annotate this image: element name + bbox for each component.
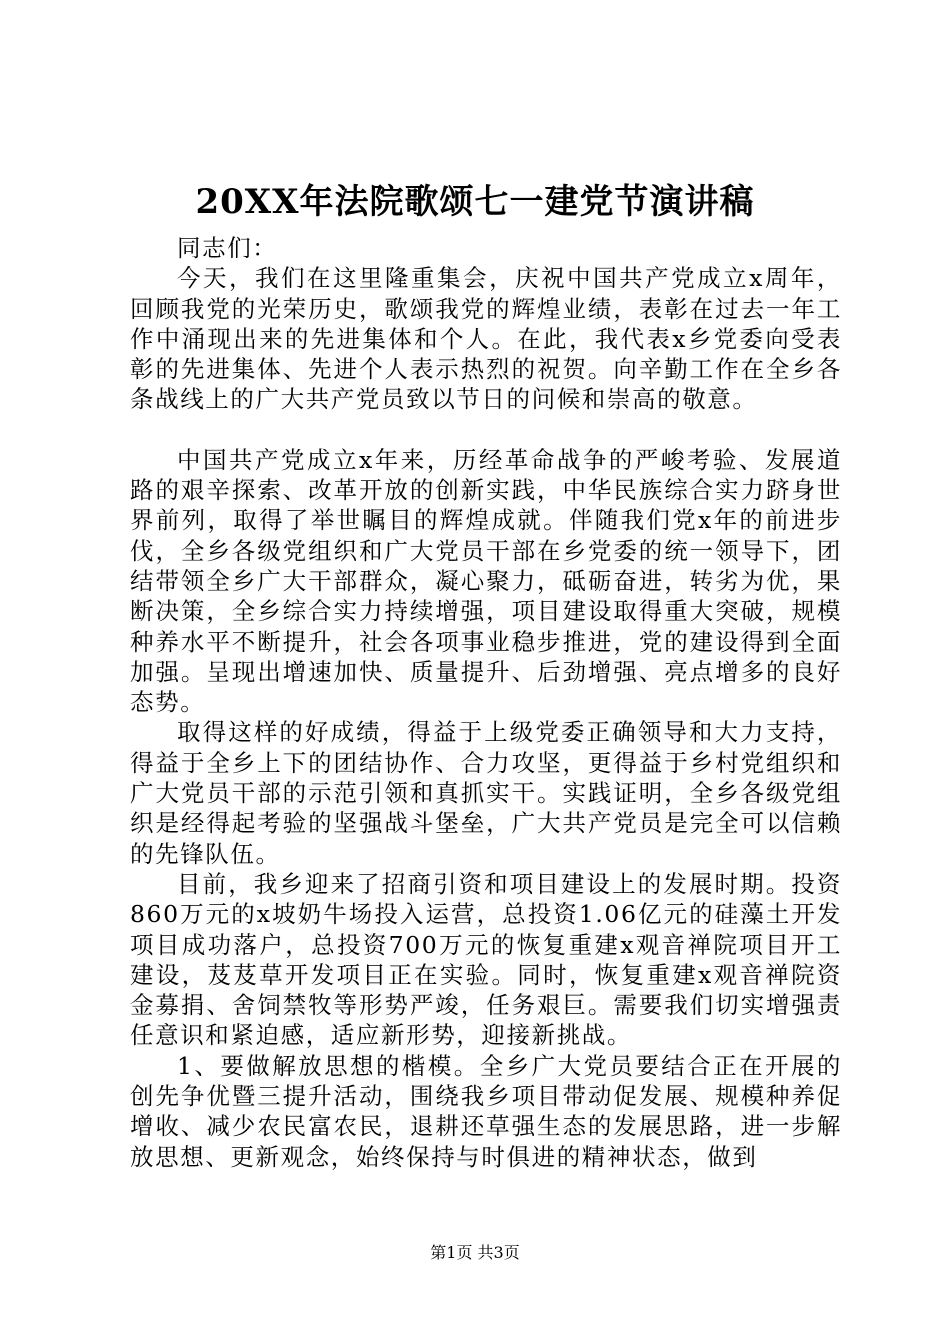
paragraph-4: 目前，我乡迎来了招商引资和项目建设上的发展时期。投资860万元的x坡奶牛场投入运营，总投资1.06亿元的硅藻土开发项目成功落户，总投资700万元的恢复重建x观音禅院项目开工建设，芨芨草开发项目正在实验。同时，恢复重建x观音禅院资金募捐、舍饲禁牧等形势严竣，任务艰巨。需要我们切实增强责任意识和紧迫感，适应新形势，迎接新挑战。 xyxy=(130,869,842,1050)
document-body xyxy=(130,233,842,1172)
paragraph-3: 取得这样的好成绩，得益于上级党委正确领导和大力支持，得益于全乡上下的团结协作、合力攻坚，更得益于乡村党组织和广大党员干部的示范引领和真抓实干。实践证明，全乡各级党组织是经得起考验的坚强战斗堡垒，广大共产党员是完全可以信赖的先锋队伍。 xyxy=(130,718,842,868)
document-title: 20XX年法院歌颂七一建党节演讲稿 xyxy=(195,182,755,222)
paragraph-5: 1、要做解放思想的楷模。全乡广大党员要结合正在开展的创先争优暨三提升活动，围绕我乡项目带动促发展、规模种养促增收、减少农民富农民，退耕还草强生态的发展思路，进一步解放思想、更新观念，始终保持与时俱进的精神状态，做到 xyxy=(130,1051,842,1171)
greeting: 同志们： xyxy=(177,234,278,262)
paragraph-1: 今天，我们在这里隆重集会，庆祝中国共产党成立x周年，回顾我党的光荣历史，歌颂我党的辉煌业绩，表彰在过去一年工作中涌现出来的先进集体和个人。在此，我代表x乡党委向受表彰的先进集体、先进个人表示热烈的祝贺。向辛勤工作在全乡各条战线上的广大共产党员致以节日的问候和崇高的敬意。 xyxy=(130,264,842,414)
paragraph-2: 中国共产党成立x年来，历经革命战争的严峻考验、发展道路的艰辛探索、改革开放的创新实践，中华民族综合实力跻身世界前列，取得了举世瞩目的辉煌成就。伴随我们党x年的前进步伐，全乡各级党组织和广大党员干部在乡党委的统一领导下，团结带领全乡广大干部群众，凝心聚力，砥砺奋进，转劣为优，果断决策，全乡综合实力持续增强，项目建设取得重大突破，规模种养水平不断提升，社会各项事业稳步推进，党的建设得到全面加强。呈现出增速加快、质量提升、后劲增强、亮点增多的良好态势。 xyxy=(130,445,842,717)
page-footer: 第1页 共3页 xyxy=(430,1243,520,1262)
